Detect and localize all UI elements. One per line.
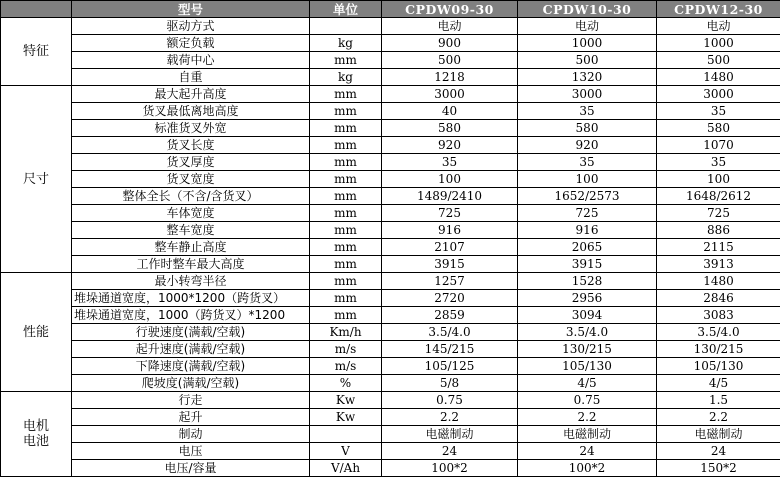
value-cell: 725 [657,205,780,222]
table-row [1,222,780,239]
param-unit: mm [310,222,382,239]
value-cell: 35 [657,154,780,171]
value-cell: 1000 [518,35,657,52]
param-unit: mm [310,307,382,324]
table-row [1,443,780,460]
param-unit [310,18,382,35]
table-row [1,154,780,171]
value-cell: 3083 [657,307,780,324]
value-cell: 1320 [518,69,657,86]
value-cell: 105/130 [518,358,657,375]
value-cell: 500 [518,52,657,69]
param-unit: mm [310,52,382,69]
param-name: 货叉厚度 [72,154,310,171]
group-label: 性能 [1,273,72,392]
value-cell: 1489/2410 [382,188,518,205]
value-cell: 3915 [518,256,657,273]
param-name: 电压/容量 [72,460,310,477]
param-name: 标准货叉外宽 [72,120,310,137]
table-row [1,324,780,341]
param-name: 货叉最低离地高度 [72,103,310,120]
value-cell: 3.5/4.0 [657,324,780,341]
value-cell: 100*2 [518,460,657,477]
table-row [1,120,780,137]
table-row [1,52,780,69]
value-cell: 145/215 [382,341,518,358]
value-cell: 4/5 [518,375,657,392]
value-cell: 886 [657,222,780,239]
value-cell: 916 [382,222,518,239]
value-cell: 580 [518,120,657,137]
value-cell: 电动 [657,18,780,35]
value-cell: 2.2 [518,409,657,426]
header-model: CPDW10-30 [518,1,657,18]
param-unit: kg [310,35,382,52]
param-unit: mm [310,205,382,222]
param-name: 整车宽度 [72,222,310,239]
table-row [1,256,780,273]
param-name: 最大起升高度 [72,86,310,103]
value-cell: 2720 [382,290,518,307]
header-blank [1,1,72,18]
table-row [1,35,780,52]
value-cell: 3000 [518,86,657,103]
param-name: 整体全长（不含/含货叉） [72,188,310,205]
table-row [1,460,780,477]
spec-body [1,18,780,477]
param-name: 起升 [72,409,310,426]
group-label: 电机 电池 [1,392,72,477]
header-model: CPDW09-30 [382,1,518,18]
param-name: 货叉宽度 [72,171,310,188]
table-row [1,358,780,375]
param-unit: % [310,375,382,392]
value-cell: 2.2 [657,409,780,426]
value-cell: 3094 [518,307,657,324]
table-row [1,188,780,205]
value-cell: 150*2 [657,460,780,477]
value-cell: 500 [657,52,780,69]
table-row [1,307,780,324]
param-name: 额定负载 [72,35,310,52]
param-name: 爬坡度(满载/空载) [72,375,310,392]
value-cell: 35 [518,103,657,120]
param-unit: V [310,443,382,460]
table-row [1,18,780,35]
param-unit: Kw [310,409,382,426]
value-cell: 900 [382,35,518,52]
value-cell: 3.5/4.0 [518,324,657,341]
value-cell: 0.75 [518,392,657,409]
value-cell: 1480 [657,273,780,290]
value-cell: 1648/2612 [657,188,780,205]
param-name: 自重 [72,69,310,86]
param-unit: m/s [310,341,382,358]
value-cell: 580 [382,120,518,137]
value-cell: 130/215 [657,341,780,358]
table-row [1,137,780,154]
param-unit: mm [310,273,382,290]
value-cell: 4/5 [657,375,780,392]
header-unit-label: 单位 [310,1,382,18]
header-row [1,1,780,18]
value-cell: 电磁制动 [657,426,780,443]
param-unit: kg [310,69,382,86]
param-unit: mm [310,103,382,120]
value-cell: 580 [657,120,780,137]
param-unit: mm [310,290,382,307]
value-cell: 35 [382,154,518,171]
value-cell: 3913 [657,256,780,273]
table-row [1,409,780,426]
value-cell: 2846 [657,290,780,307]
value-cell: 电动 [382,18,518,35]
value-cell: 24 [518,443,657,460]
header-model-label: 型号 [72,1,310,18]
table-row [1,273,780,290]
value-cell: 电磁制动 [382,426,518,443]
value-cell: 100 [382,171,518,188]
param-unit: m/s [310,358,382,375]
param-name: 货叉长度 [72,137,310,154]
param-unit: mm [310,256,382,273]
param-name: 起升速度(满载/空载) [72,341,310,358]
param-name: 堆垛通道宽度，1000（跨货叉）*1200 [72,307,310,324]
value-cell: 5/8 [382,375,518,392]
value-cell: 35 [657,103,780,120]
group-label: 尺寸 [1,86,72,273]
param-unit: mm [310,239,382,256]
value-cell: 3000 [382,86,518,103]
value-cell: 100 [518,171,657,188]
value-cell: 3000 [657,86,780,103]
table-row [1,103,780,120]
value-cell: 916 [518,222,657,239]
group-label: 特征 [1,18,72,86]
value-cell: 电磁制动 [518,426,657,443]
value-cell: 105/130 [657,358,780,375]
value-cell: 500 [382,52,518,69]
value-cell: 2107 [382,239,518,256]
param-unit: mm [310,86,382,103]
value-cell: 1000 [657,35,780,52]
value-cell: 2956 [518,290,657,307]
value-cell: 920 [382,137,518,154]
value-cell: 35 [518,154,657,171]
param-unit [310,426,382,443]
value-cell: 105/125 [382,358,518,375]
table-row [1,171,780,188]
param-unit: V/Ah [310,460,382,477]
value-cell: 1480 [657,69,780,86]
value-cell: 3.5/4.0 [382,324,518,341]
param-unit: mm [310,171,382,188]
param-name: 行走 [72,392,310,409]
param-name: 行驶速度(满载/空载) [72,324,310,341]
param-unit: mm [310,154,382,171]
param-name: 制动 [72,426,310,443]
value-cell: 2065 [518,239,657,256]
value-cell: 1652/2573 [518,188,657,205]
table-row [1,69,780,86]
param-name: 工作时整车最大高度 [72,256,310,273]
param-unit: mm [310,137,382,154]
table-row [1,341,780,358]
value-cell: 1257 [382,273,518,290]
param-unit: mm [310,120,382,137]
value-cell: 130/215 [518,341,657,358]
value-cell: 725 [382,205,518,222]
value-cell: 24 [657,443,780,460]
param-name: 电压 [72,443,310,460]
value-cell: 100*2 [382,460,518,477]
value-cell: 电动 [518,18,657,35]
value-cell: 725 [518,205,657,222]
table-row [1,426,780,443]
table-row [1,375,780,392]
param-name: 整车静止高度 [72,239,310,256]
value-cell: 24 [382,443,518,460]
param-name: 驱动方式 [72,18,310,35]
value-cell: 2.2 [382,409,518,426]
table-row [1,205,780,222]
value-cell: 1070 [657,137,780,154]
param-name: 堆垛通道宽度，1000*1200（跨货叉） [72,290,310,307]
table-row [1,290,780,307]
param-unit: mm [310,188,382,205]
value-cell: 3915 [382,256,518,273]
table-row [1,86,780,103]
value-cell: 1528 [518,273,657,290]
header-model: CPDW12-30 [657,1,780,18]
value-cell: 1218 [382,69,518,86]
param-unit: Km/h [310,324,382,341]
value-cell: 2859 [382,307,518,324]
table-row [1,392,780,409]
value-cell: 2115 [657,239,780,256]
param-name: 最小转弯半径 [72,273,310,290]
value-cell: 920 [518,137,657,154]
param-name: 车体宽度 [72,205,310,222]
value-cell: 40 [382,103,518,120]
value-cell: 0.75 [382,392,518,409]
value-cell: 1.5 [657,392,780,409]
param-name: 载荷中心 [72,52,310,69]
value-cell: 100 [657,171,780,188]
param-name: 下降速度(满载/空载) [72,358,310,375]
table-row [1,239,780,256]
param-unit: Kw [310,392,382,409]
